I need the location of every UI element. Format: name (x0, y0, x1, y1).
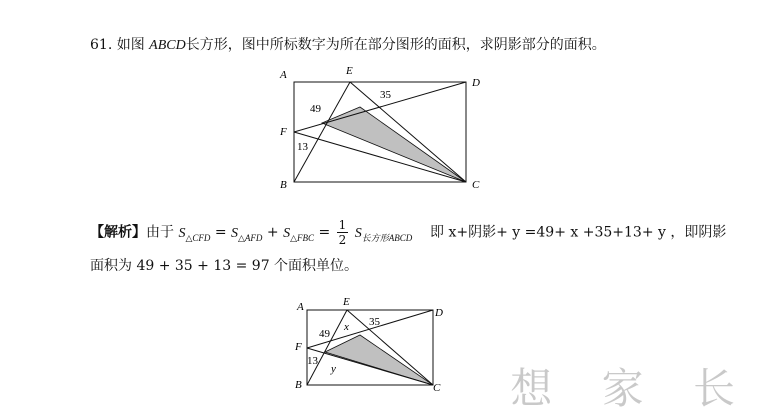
area-13-2: 13 (307, 355, 318, 367)
question-prefix: 如图 (116, 37, 145, 53)
figure-1 (270, 60, 500, 195)
label-f-2: F (295, 341, 302, 353)
area-49-2: 49 (319, 328, 330, 340)
label-c: C (472, 179, 480, 191)
rect-name: ABCD (149, 38, 186, 53)
shaded-region (322, 107, 466, 182)
label-d-2: D (435, 307, 443, 319)
s-afd: $S_{\triangle AFD}$ (231, 225, 263, 243)
label-b-2: B (295, 379, 302, 391)
s-rect: $S_{长方形ABCD}$ (354, 225, 413, 243)
label-f: F (280, 126, 287, 138)
label-a-2: A (297, 301, 304, 313)
label-c-2: C (433, 382, 441, 394)
analysis-line-2: 面积为 49 + 35 + 13 = 97 个面积单位。 (90, 258, 359, 274)
area-35: 35 (380, 89, 391, 101)
analysis-bracket: 【解析】 (90, 224, 146, 241)
analysis-line-1 (90, 218, 726, 247)
fraction-half: $\frac{1}{2}$ (338, 218, 347, 247)
analysis-formula: 即 x+阴影+ y =49+ x +35+13+ y ，即阴影 (430, 224, 727, 241)
area-x: x (344, 321, 349, 333)
question-number: 61. (90, 37, 113, 53)
area-49: 49 (310, 103, 321, 115)
plus-1: + (266, 224, 279, 241)
question-text (90, 34, 606, 54)
label-b: B (280, 179, 287, 191)
figure-2 (285, 292, 455, 402)
analysis-lead: 由于 (146, 224, 174, 241)
shaded-region-2 (325, 335, 433, 385)
area-13: 13 (297, 141, 308, 153)
eq-1: = (214, 224, 227, 241)
question-suffix: 长方形，图中所标数字为所在部分图形的面积，求阴影部分的面积。 (185, 37, 606, 53)
label-e-2: E (343, 296, 350, 308)
label-e: E (346, 65, 353, 77)
label-d: D (472, 77, 480, 89)
label-a: A (280, 69, 287, 81)
segment-eb (294, 82, 350, 182)
area-y: y (331, 363, 336, 375)
watermark: 想 家 长 (510, 364, 753, 413)
s-cfd: $S_{\triangle CFD}$ (178, 225, 211, 243)
s-fbc: $S_{\triangle FBC}$ (283, 225, 314, 243)
area-35-2: 35 (369, 316, 380, 328)
eq-2: = (318, 224, 331, 241)
